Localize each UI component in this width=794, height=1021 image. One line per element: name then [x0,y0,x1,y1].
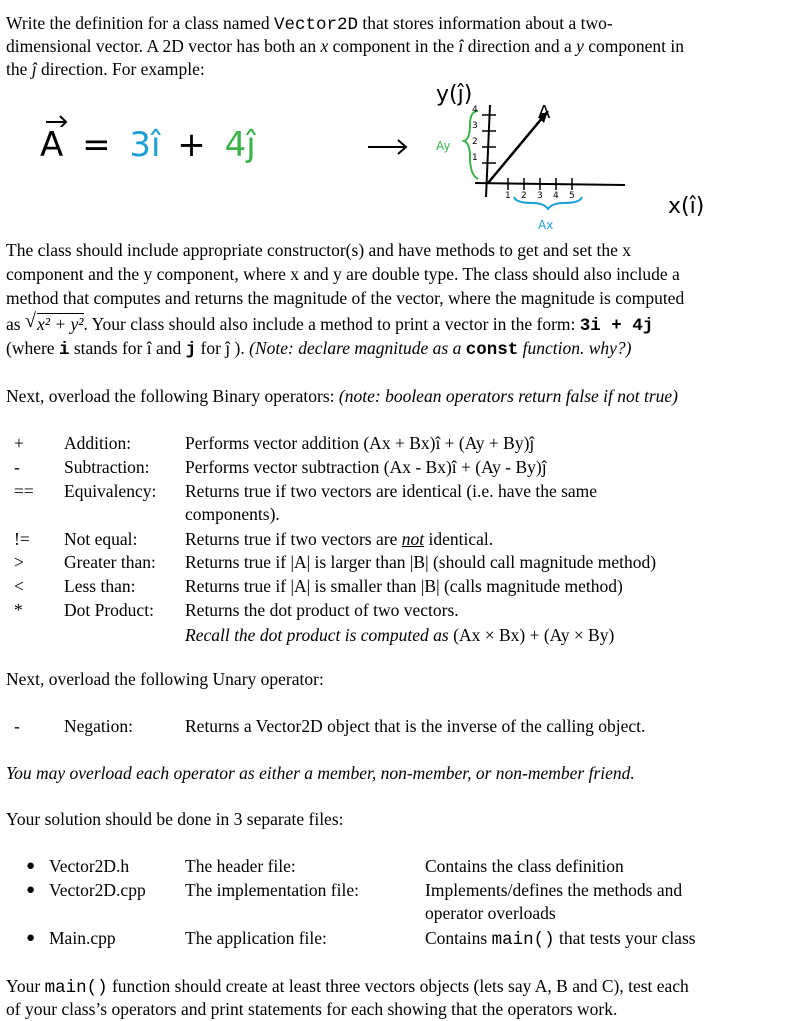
vector-figure [0,75,794,235]
x-tick-5: 5 [569,191,575,201]
intro-line-2: dimensional vector. A 2D vector has both an x component in the î direction and a y component in [6,36,685,56]
vector-arrow-over-A [44,113,70,127]
y-tick-2: 2 [472,137,478,147]
x-tick-3: 3 [537,191,543,201]
files-heading: Your solution should be done in 3 separate files: [6,809,344,829]
equation-eq: = [82,125,111,165]
y-tick-4: 4 [472,105,478,115]
class-name: Vector2D [274,15,359,35]
equation [40,125,256,165]
y-tick-1: 1 [472,153,478,163]
print-form: 3i + 4j [579,316,654,336]
sqrt-expression: √ x² + y² [24,310,84,334]
ay-label: Ay [436,139,451,153]
para2-line-3: method that computes and returns the magnitude of the vector, where the magnitude is computed [6,288,685,308]
overload-note: You may overload each operator as either a member, non-member, or non-member friend. [6,763,635,783]
right-arrow-icon [366,137,412,157]
binary-operators-table: + Addition: Performs vector addition (Ax + Bx)î + (Ay + By)ĵ - Subtraction: Performs vector subtraction (Ax - Bx)î + (Ay - By)ĵ == Equivalency: Returns true if two vectors are identical (i.e. have the same components). != Not equal: Returns true if two vectors are not identical. > Greater than: Returns true if |A| is larger than |B| (should call magnitude method) < Less than: Returns true if |A| is smaller than |B| (calls magnitude method) * Dot Product: Returns the dot product of two vectors. Recall the dot product is computed as (Ax × Bx) + (Ay × By) [14,433,657,645]
equation-j: ĵ [246,125,256,165]
final-line-2: of your class’s operators and print statements for each showing that the operators work. [6,999,618,1019]
equation-3: 3 [129,125,152,165]
equation-i: î [151,125,161,165]
x-tick-1: 1 [505,191,511,201]
files-list: ● Vector2D.h The header file: Contains the class definition ● Vector2D.cpp The implementation file: Implements/defines the methods and operator overloads ● Main.cpp The application file: Contains main() that tests your class [26,856,696,950]
equation-4: 4 [224,125,247,165]
equation-A: A [40,125,64,165]
intro-line-1: Write the definition for a class named Vector2D that stores information about a two- [6,13,613,35]
equation-plus: + [177,125,206,165]
x-tick-4: 4 [553,191,559,201]
x-axis-label: x(î) [668,194,705,219]
intro-line-3: the ĵ direction. For example: [6,59,205,79]
bullet-icon: ● [26,882,36,898]
unary-heading: Next, overload the following Unary operator: [6,669,324,689]
binary-heading: Next, overload the following Binary operators: (note: boolean operators return false if not true) [6,386,679,406]
para2-line-2: component and the y component, where x and y are double type. The class should also include a [6,264,680,284]
para2-line-4: as √ x² + y². Your class should also include a method to print a vector in the form: 3i + 4j [6,310,654,336]
y-tick-3: 3 [472,121,478,131]
y-axis-label: y(ĵ) [436,82,473,107]
bullet-icon: ● [26,930,36,946]
x-tick-2: 2 [521,191,527,201]
final-line-1: Your main() function should create at least three vectors objects (lets say A, B and C), test each [6,976,689,998]
ax-label: Ax [538,218,554,232]
vector-label: A [538,102,551,123]
para2-line-5: (where i stands for î and j for ĵ ). (Note: declare magnitude as a const function. why?) [6,338,632,360]
para2-line-1: The class should include appropriate constructor(s) and have methods to get and set the x [6,240,631,260]
bullet-icon: ● [26,858,36,874]
